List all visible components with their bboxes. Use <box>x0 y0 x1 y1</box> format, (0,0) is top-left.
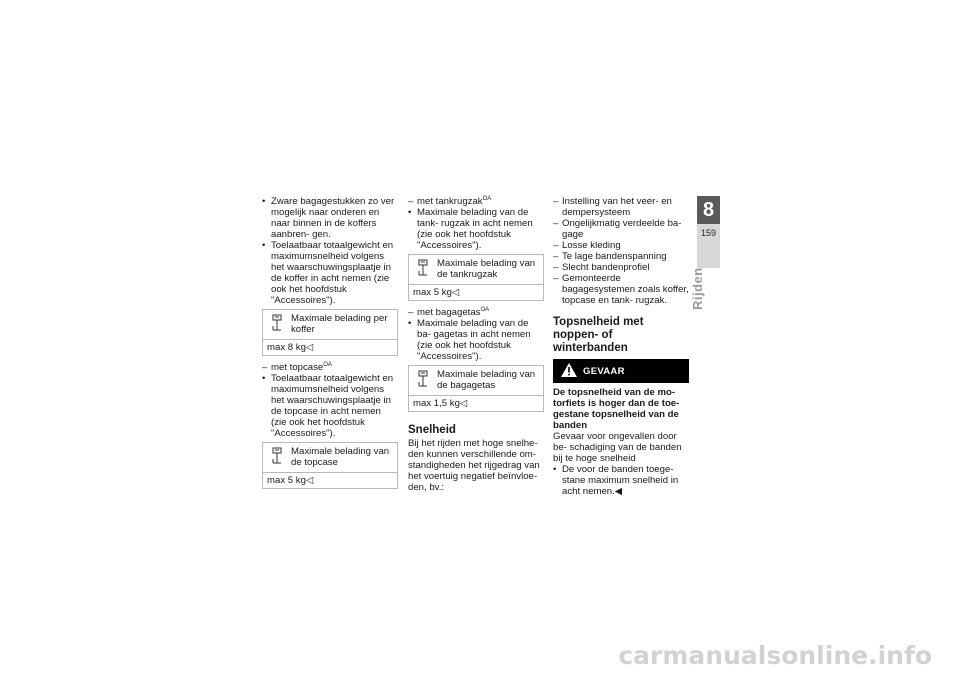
dash-item: – Te lage bandenspanning <box>553 251 689 262</box>
dash-text: met topcase <box>271 362 324 373</box>
weight-icon <box>267 313 287 335</box>
dash-text: met bagagetas <box>417 307 481 318</box>
weight-icon <box>413 258 433 280</box>
box-value: max 8 kg◁ <box>267 342 314 353</box>
column-1 <box>262 196 398 495</box>
bullet-list <box>262 196 398 306</box>
optional-accessory-mark: OA <box>323 362 332 368</box>
box-value: max 5 kg◁ <box>413 287 460 298</box>
bullet-item: • Zware bagagestukken zo ver mogelijk naar onderen en naar binnen in de koffers aanbren- gen. <box>262 196 398 240</box>
bullet-list <box>408 318 544 362</box>
dash-item: – Slecht bandenprofiel <box>553 262 689 273</box>
load-info-box <box>262 442 398 489</box>
dash-item <box>408 307 544 318</box>
box-label: Maximale belading per koffer <box>291 313 388 335</box>
bullet-list <box>262 373 398 439</box>
dash-item: – Gemonteerde bagagesystemen zoals koffer, topcase en tank- rugzak. <box>553 273 689 306</box>
bullet-item: • Maximale belading van de tank- rugzak in acht nemen (zie ook het hoofdstuk "Accessoires"). <box>408 207 544 251</box>
dash-item: – Instelling van het veer- en dempersysteem <box>553 196 689 218</box>
bullet-item: • Toelaatbaar totaalgewicht en maximumsnelheid volgens het waarschuwingsplaatje in de topcase in acht nemen (zie ook het hoofdstuk "Accessoires"). <box>262 373 398 439</box>
paragraph: Bij het rijden met hoge snelhe- den kunnen verschillende om- standigheden het rijgedrag van het voertuig negatief beïnvloe- den, bv.: <box>408 438 540 493</box>
bullet-list <box>408 207 544 251</box>
dash-item: – Ongelijkmatig verdeelde ba- gage <box>553 218 689 240</box>
weight-icon <box>413 369 433 391</box>
dash-item <box>408 196 544 207</box>
bullet-item: • Toelaatbaar totaalgewicht en maximumsnelheid volgens het waarschuwingsplaatje in de koffer in acht nemen (zie ook het hoofdstuk "Accessoires"). <box>262 240 398 306</box>
bullet-item: • De voor de banden toege- stane maximum snelheid in acht nemen.◀ <box>553 464 689 497</box>
warning-triangle-icon <box>561 363 577 380</box>
dash-item <box>262 362 398 373</box>
chapter-tab <box>697 196 720 268</box>
warning-heading: De topsnelheid van de mo- torfiets is hoger dan de toe- gestane topsnelheid van de banden <box>553 387 680 431</box>
warning-banner <box>553 359 689 383</box>
warning-text: Gevaar voor ongevallen door be- schadiging van de banden bij te hoge snelheid <box>553 431 682 464</box>
dash-text: met tankrugzak <box>417 196 483 207</box>
section-heading: Snelheid <box>408 424 456 436</box>
box-label: Maximale belading van de tankrugzak <box>437 258 536 280</box>
box-value: max 1,5 kg◁ <box>413 398 468 409</box>
bullet-item: • Maximale belading van de ba- gagetas in acht nemen (zie ook het hoofdstuk "Accessoires"). <box>408 318 544 362</box>
bullet-list <box>553 464 689 497</box>
optional-accessory-mark: OA <box>480 307 490 313</box>
box-label: Maximale belading van de bagagetas <box>437 369 536 391</box>
load-info-box <box>262 309 398 356</box>
column-3 <box>553 196 689 497</box>
box-value: max 5 kg◁ <box>267 475 314 486</box>
page-number: 159 <box>700 228 717 238</box>
column-2 <box>408 196 544 493</box>
dash-item: – Losse kleding <box>553 240 689 251</box>
load-info-box <box>408 254 544 301</box>
chapter-title: Rijden <box>690 267 705 310</box>
box-label: Maximale belading van de topcase <box>291 446 390 468</box>
load-info-box <box>408 365 544 412</box>
weight-icon <box>267 446 287 468</box>
chapter-number: 8 <box>697 196 720 224</box>
optional-accessory-mark: OA <box>482 196 492 202</box>
warning-label: GEVAAR <box>583 365 625 377</box>
section-heading: Topsnelheid met noppen- of winterbanden <box>553 316 644 354</box>
watermark: carmanualsonline.info <box>618 641 932 670</box>
